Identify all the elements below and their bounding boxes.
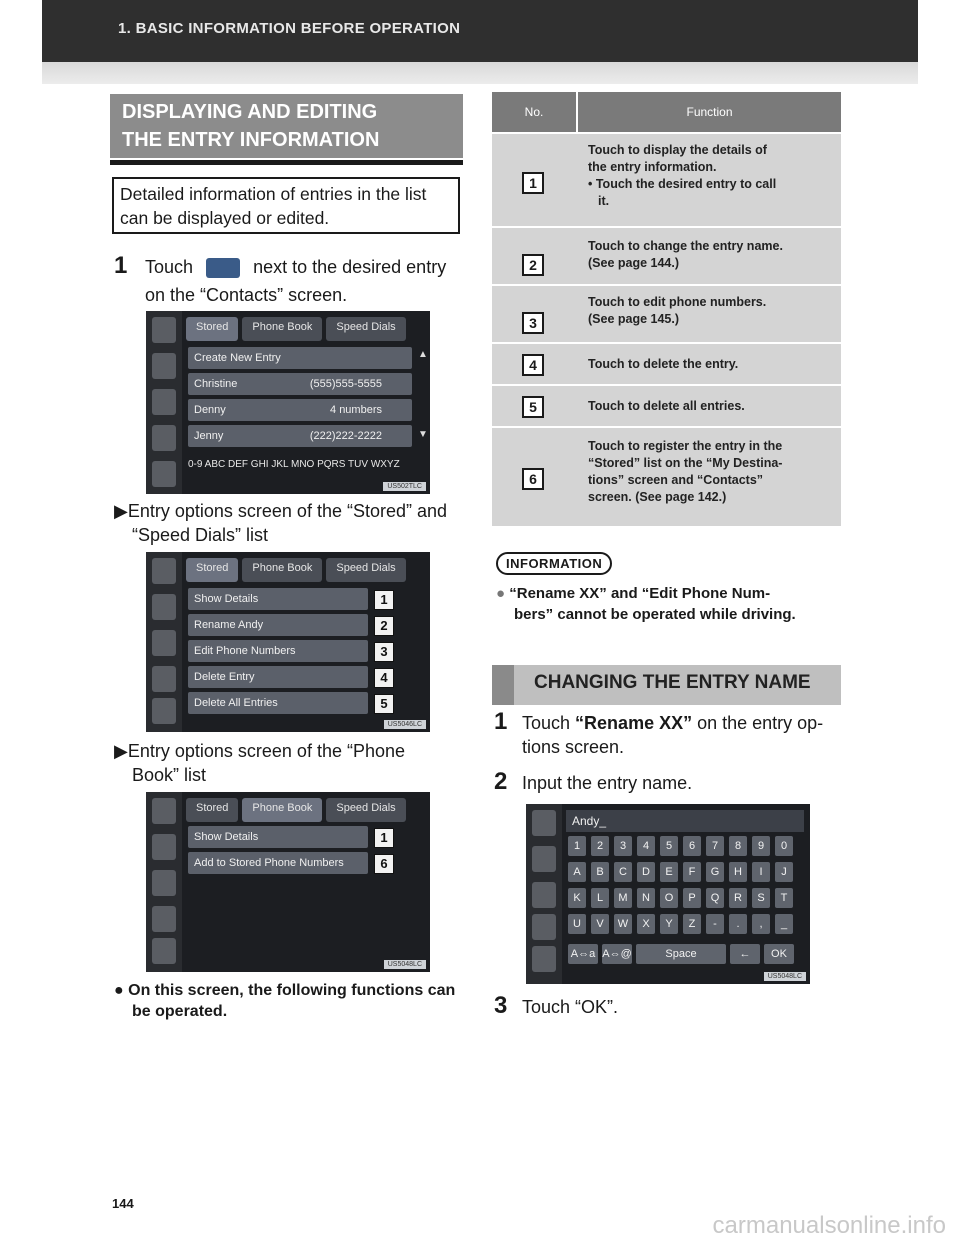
key[interactable]: O <box>660 888 678 908</box>
key[interactable]: 0 <box>775 836 793 856</box>
key[interactable]: - <box>706 914 724 934</box>
key[interactable]: J <box>775 862 793 882</box>
side-button[interactable] <box>152 317 176 343</box>
contact-row[interactable] <box>188 373 412 395</box>
side-button[interactable] <box>152 870 176 896</box>
screen-sidebar <box>146 552 182 732</box>
back-button[interactable] <box>532 946 556 972</box>
step-text: Touch “OK”. <box>522 997 619 1017</box>
fn-line: it. <box>598 194 610 208</box>
side-button[interactable] <box>152 630 176 656</box>
row-number: 5 <box>522 396 544 418</box>
key[interactable]: 7 <box>706 836 724 856</box>
row-function <box>588 238 832 272</box>
side-button[interactable] <box>152 594 176 620</box>
bullet-text: On this screen, the following functions can <box>128 982 456 999</box>
side-button[interactable] <box>152 834 176 860</box>
dot-icon: ● <box>496 585 506 602</box>
figure-code: US5046LC <box>384 720 426 729</box>
step-number: 1 <box>494 708 508 735</box>
key[interactable]: A <box>568 862 586 882</box>
screen-sidebar <box>526 804 562 984</box>
bullet-text: Entry options screen of the “Stored” and <box>127 501 448 521</box>
row-function: Touch to delete all entries. <box>588 399 745 413</box>
intro-box: Detailed information of entries in the list can be displayed or edited. <box>112 177 460 234</box>
figure-code: US502TLC <box>383 482 426 491</box>
delete-entry-button[interactable]: Delete Entry <box>188 666 368 688</box>
step-text-b: on the entry op- <box>692 713 824 733</box>
key[interactable]: 6 <box>683 836 701 856</box>
callout-number: 3 <box>374 642 394 662</box>
row-function <box>588 438 832 506</box>
step-text-a: Touch <box>522 713 576 733</box>
create-new-entry-button[interactable]: Create New Entry <box>188 347 412 369</box>
key[interactable]: 5 <box>660 836 678 856</box>
callout-number: 4 <box>374 668 394 688</box>
rename-button[interactable]: Rename Andy <box>188 614 368 636</box>
key[interactable]: P <box>683 888 701 908</box>
tab-phone-book[interactable]: Phone Book <box>242 317 322 341</box>
bullet-text-line2: “Speed Dials” list <box>132 525 269 545</box>
callout-number: 2 <box>374 616 394 636</box>
key[interactable]: V <box>591 914 609 934</box>
contact-name: Jenny <box>194 430 224 442</box>
step-text-a: Touch <box>145 257 194 277</box>
back-button[interactable] <box>152 461 176 487</box>
side-button[interactable] <box>532 810 556 836</box>
contact-value: (222)222-2222 <box>309 430 382 442</box>
fn-line: screen. (See page 142.) <box>588 490 727 504</box>
key[interactable]: . <box>729 914 747 934</box>
screen-sidebar <box>146 311 182 494</box>
step-text-bold: “Rename XX” <box>575 713 693 733</box>
figure-code: US5048LC <box>384 960 426 969</box>
side-button[interactable] <box>532 914 556 940</box>
dot-icon: ● <box>114 982 124 999</box>
step-text <box>522 710 823 737</box>
key[interactable]: N <box>637 888 655 908</box>
tab-phone-book[interactable]: Phone Book <box>242 558 322 582</box>
row-number: 3 <box>522 312 544 334</box>
bullet-text: Entry options screen of the “Phone <box>127 741 406 761</box>
bullet-item <box>114 980 455 1001</box>
key[interactable]: 1 <box>568 836 586 856</box>
add-to-stored-button[interactable]: Add to Stored Phone Numbers <box>188 852 368 874</box>
tab-stored[interactable]: Stored <box>186 317 238 341</box>
keyboard-screen <box>526 804 810 984</box>
screen-tabs <box>186 317 406 341</box>
scroll-down-icon[interactable]: ▼ <box>418 429 428 440</box>
side-button[interactable] <box>152 558 176 584</box>
key[interactable]: _ <box>775 914 793 934</box>
key[interactable]: R <box>729 888 747 908</box>
page-number: 144 <box>112 1196 134 1211</box>
table-header-function: Function <box>578 92 841 132</box>
fn-line: • Touch the desired entry to call <box>588 177 777 191</box>
section2-marker <box>492 665 514 705</box>
fn-line: (See page 144.) <box>588 256 680 270</box>
bullet-item <box>114 498 447 524</box>
fn-line: Touch to display the details of <box>588 143 767 157</box>
section-title-line1: DISPLAYING AND EDITING <box>122 101 378 123</box>
row-function <box>588 294 832 328</box>
table-header-no: No. <box>492 92 576 132</box>
screen-tabs <box>186 798 406 822</box>
arrow-icon: ▶ <box>114 741 128 761</box>
header-strip <box>42 62 918 84</box>
fn-line: Touch to register the entry in the <box>588 439 783 453</box>
key[interactable]: Z <box>683 914 701 934</box>
key[interactable]: M <box>614 888 632 908</box>
step-text-b: next to the desired entry <box>253 257 447 277</box>
note-line2: bers” cannot be operated while driving. <box>514 606 796 623</box>
delete-all-entries-button[interactable]: Delete All Entries <box>188 692 368 714</box>
show-details-button[interactable]: Show Details <box>188 588 368 610</box>
space-key[interactable]: Space <box>636 944 726 964</box>
side-button[interactable] <box>152 798 176 824</box>
information-note <box>496 584 770 604</box>
key[interactable]: K <box>568 888 586 908</box>
watermark: carmanualsonline.info <box>712 1212 946 1239</box>
tab-speed-dials[interactable]: Speed Dials <box>326 558 405 582</box>
scroll-up-icon[interactable]: ▲ <box>418 349 428 360</box>
ok-button[interactable]: OK <box>764 944 794 964</box>
section2-title: CHANGING THE ENTRY NAME <box>534 672 811 693</box>
row-function: Touch to delete the entry. <box>588 357 739 371</box>
row-number: 4 <box>522 354 544 376</box>
back-button[interactable] <box>152 938 176 964</box>
contact-name: Denny <box>194 404 226 416</box>
case-toggle-key[interactable]: A⇔a <box>568 944 598 964</box>
key[interactable]: L <box>591 888 609 908</box>
side-button[interactable] <box>532 882 556 908</box>
key[interactable]: 8 <box>729 836 747 856</box>
alphabet-index-bar[interactable]: 0-9 ABC DEF GHI JKL MNO PQRS TUV WXYZ <box>188 459 400 470</box>
contacts-options-icon <box>206 258 240 278</box>
row-number: 6 <box>522 468 544 490</box>
step-text <box>145 254 446 281</box>
key[interactable]: W <box>614 914 632 934</box>
bullet-item <box>114 738 405 764</box>
step-number: 2 <box>494 768 508 795</box>
side-button[interactable] <box>152 353 176 379</box>
tab-phone-book[interactable]: Phone Book <box>242 798 322 822</box>
key[interactable]: 9 <box>752 836 770 856</box>
entry-options-screen <box>146 552 430 732</box>
key[interactable]: X <box>637 914 655 934</box>
step-number: 1 <box>114 252 128 279</box>
backspace-key[interactable]: ← <box>730 944 760 964</box>
side-button[interactable] <box>532 846 556 872</box>
key[interactable]: B <box>591 862 609 882</box>
row-number: 1 <box>522 172 544 194</box>
fn-line: Touch to edit phone numbers. <box>588 295 767 309</box>
step-number: 3 <box>494 992 508 1019</box>
fn-line: (See page 145.) <box>588 312 680 326</box>
tab-speed-dials[interactable]: Speed Dials <box>326 798 405 822</box>
step-text-c: on the “Contacts” screen. <box>145 285 348 305</box>
step-text-c: tions screen. <box>522 737 625 757</box>
key[interactable]: H <box>729 862 747 882</box>
callout-number: 1 <box>374 828 394 848</box>
key[interactable]: F <box>683 862 701 882</box>
section-title-line2: THE ENTRY INFORMATION <box>122 129 380 151</box>
contacts-screen <box>146 311 430 494</box>
side-button[interactable] <box>152 906 176 932</box>
key[interactable]: , <box>752 914 770 934</box>
chapter-title: 1. BASIC INFORMATION BEFORE OPERATION <box>118 20 461 37</box>
contact-row[interactable] <box>188 425 412 447</box>
key[interactable]: C <box>614 862 632 882</box>
key[interactable]: E <box>660 862 678 882</box>
contact-row[interactable] <box>188 399 412 421</box>
tab-speed-dials[interactable]: Speed Dials <box>326 317 405 341</box>
key[interactable]: D <box>637 862 655 882</box>
symbol-toggle-key[interactable]: A⇔@ <box>602 944 632 964</box>
fn-line: the entry information. <box>588 160 717 174</box>
side-button[interactable] <box>152 666 176 692</box>
callout-number: 6 <box>374 854 394 874</box>
bullet-text-line2: be operated. <box>132 1003 228 1020</box>
phonebook-options-screen <box>146 792 430 972</box>
key[interactable]: I <box>752 862 770 882</box>
screen-sidebar <box>146 792 182 972</box>
contact-value: 4 numbers <box>330 404 382 416</box>
arrow-icon: ▶ <box>114 501 128 521</box>
bullet-text-line2: Book” list <box>132 765 207 785</box>
back-button[interactable] <box>152 698 176 724</box>
callout-number: 1 <box>374 590 394 610</box>
name-input-field[interactable]: Andy_ <box>566 810 804 832</box>
screen-tabs <box>186 558 406 582</box>
show-details-button[interactable]: Show Details <box>188 826 368 848</box>
section-rule <box>110 160 463 165</box>
note-line1: “Rename XX” and “Edit Phone Num- <box>509 585 771 602</box>
callout-number: 5 <box>374 694 394 714</box>
tab-stored[interactable]: Stored <box>186 558 238 582</box>
figure-code: US5048LC <box>764 972 806 981</box>
key[interactable]: G <box>706 862 724 882</box>
section-title <box>110 94 463 158</box>
key[interactable]: 2 <box>591 836 609 856</box>
contact-value: (555)555-5555 <box>309 378 382 390</box>
row-function <box>588 142 832 210</box>
side-button[interactable] <box>152 425 176 451</box>
fn-line: “Stored” list on the “My Destina- <box>588 456 783 470</box>
fn-line: Touch to change the entry name. <box>588 239 783 253</box>
row-number: 2 <box>522 254 544 276</box>
tab-stored[interactable]: Stored <box>186 798 238 822</box>
key[interactable]: U <box>568 914 586 934</box>
contact-name: Christine <box>194 378 238 390</box>
key[interactable]: T <box>775 888 793 908</box>
key[interactable]: S <box>752 888 770 908</box>
step-text: Input the entry name. <box>522 773 693 793</box>
fn-line: tions” screen and “Contacts” <box>588 473 764 487</box>
side-button[interactable] <box>152 389 176 415</box>
key[interactable]: 3 <box>614 836 632 856</box>
edit-phone-numbers-button[interactable]: Edit Phone Numbers <box>188 640 368 662</box>
key[interactable]: 4 <box>637 836 655 856</box>
key[interactable]: Y <box>660 914 678 934</box>
key[interactable]: Q <box>706 888 724 908</box>
information-label: INFORMATION <box>496 552 612 575</box>
